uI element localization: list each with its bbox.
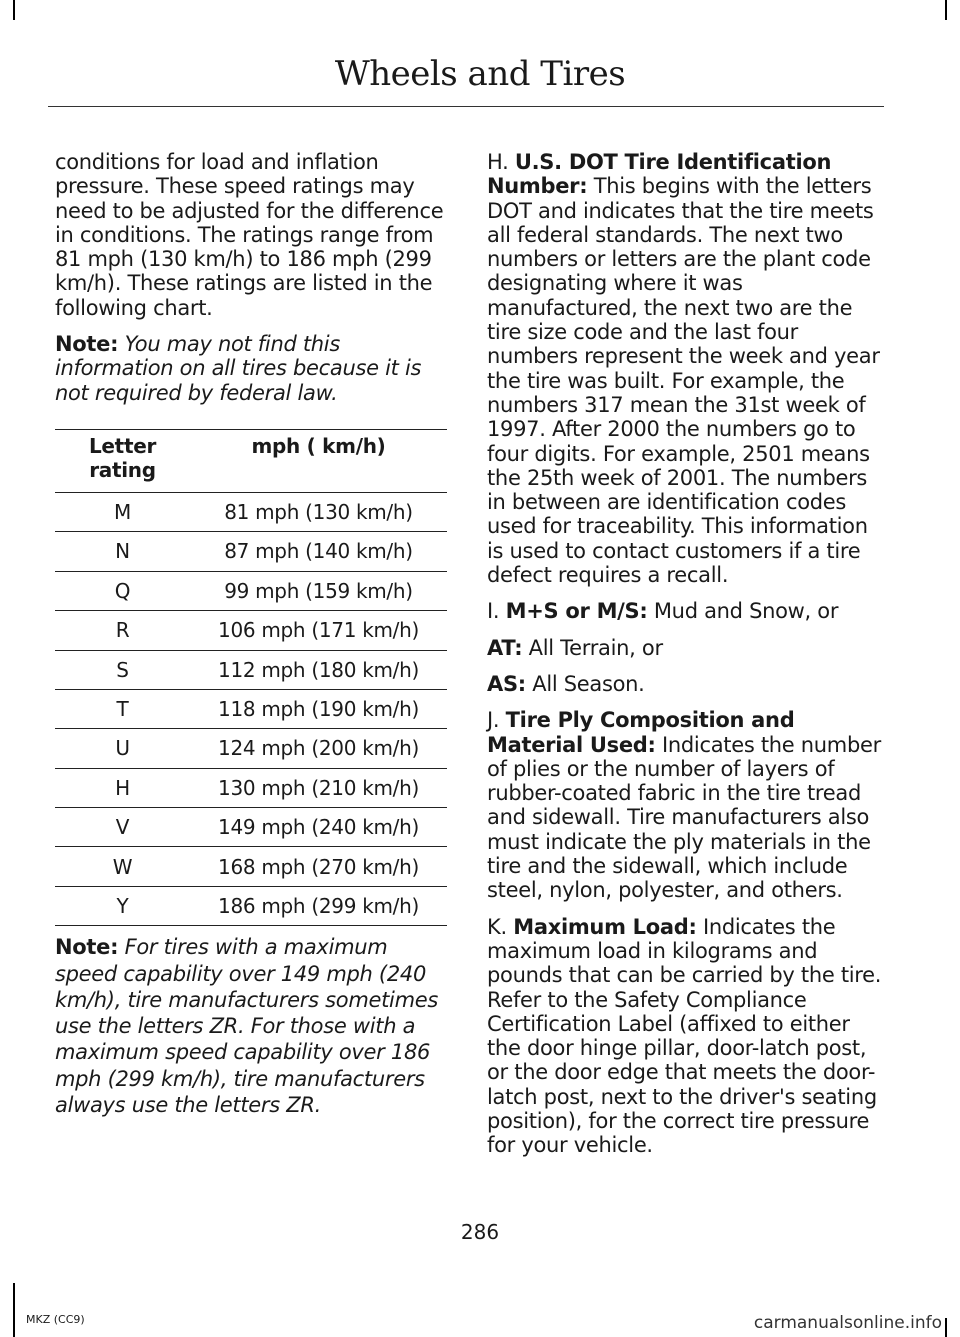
item-j-label: Tire Ply Composition and Material Used: xyxy=(487,708,795,757)
intro-paragraph: conditions for load and inflation pressure. These speed ratings may need to be adjusted for the difference in conditions. The ratings range from 81 mph (130 km/h) to 186 mph (299 km/h). These ratings are listed in the following chart. xyxy=(55,150,444,320)
letter-cell: U xyxy=(115,736,130,761)
letter-cell: S xyxy=(116,657,129,682)
table-row xyxy=(55,808,447,847)
speed-cell: 168 mph (270 km/h) xyxy=(218,854,419,879)
speed-cell: 118 mph (190 km/h) xyxy=(218,696,419,721)
speed-rating-table xyxy=(55,429,447,926)
item-i-label: M+S or M/S: xyxy=(505,599,648,624)
page-title: Wheels and Tires xyxy=(334,54,626,94)
speed-cell: 112 mph (180 km/h) xyxy=(218,657,419,682)
watermark: carmanualsonline.info xyxy=(753,1313,942,1333)
item-as-text: All Season. xyxy=(525,671,645,696)
header-divider xyxy=(48,106,884,107)
table-row xyxy=(55,847,447,886)
table-row xyxy=(55,886,447,925)
item-at xyxy=(487,636,883,660)
item-i-prefix: I. xyxy=(487,599,506,624)
header-letter-rating: Letter rating xyxy=(88,433,157,482)
item-as-label: AS: xyxy=(487,671,526,696)
table-row xyxy=(55,532,447,571)
model-code: MKZ (CC9) xyxy=(26,1313,85,1326)
item-h-text: This begins with the letters DOT and indicates that the tire meets all federal standards. The next two numbers or letters are the plant code designating where it was manufactured, the next two are the tire size code and the last four numbers represent the week and year the tire was built. For example, the numbers 317 mean the 31st week of 1997. After 2000 the numbers go to four digits. For example, 2501 means the 25th week of 2001. The numbers in between are identification codes used for traceability. This information is used to contact customers if a tire defect requires a recall. xyxy=(487,174,880,588)
note-2 xyxy=(55,934,447,1118)
table-row xyxy=(55,768,447,807)
crop-mark-top-right xyxy=(945,0,947,20)
page-number: 286 xyxy=(460,1220,500,1244)
letter-cell: H xyxy=(115,775,130,800)
item-k xyxy=(487,915,883,1158)
letter-cell: Y xyxy=(116,893,129,918)
item-i xyxy=(487,599,883,623)
item-at-label: AT: xyxy=(487,635,523,660)
table-row xyxy=(55,571,447,610)
item-i-text: Mud and Snow, or xyxy=(647,599,839,624)
letter-cell: N xyxy=(115,539,130,564)
speed-cell: 81 mph (130 km/h) xyxy=(224,500,413,525)
item-as xyxy=(487,672,883,696)
note-1-text: You may not find this information on all tires because it is not required by federal law. xyxy=(55,332,422,405)
crop-mark-bottom-right xyxy=(945,1318,947,1337)
item-k-prefix: K. xyxy=(487,914,514,939)
speed-cell: 130 mph (210 km/h) xyxy=(218,775,419,800)
crop-mark-top-left xyxy=(13,0,15,20)
letter-cell: T xyxy=(116,696,129,721)
item-j-prefix: J. xyxy=(487,708,506,733)
table-row xyxy=(55,611,447,650)
item-j xyxy=(487,708,883,902)
table-row xyxy=(55,729,447,768)
right-column xyxy=(487,150,883,1170)
speed-cell: 106 mph (171 km/h) xyxy=(218,618,419,643)
table-row xyxy=(55,650,447,689)
speed-cell: 87 mph (140 km/h) xyxy=(224,539,413,564)
item-k-text: Indicates the maximum load in kilograms and pounds that can be carried by the tire. Refer to the Safety Compliance Certification Label (affixed to either the door hinge pillar, door-latch post, or the door edge that meets the door-latch post, next to the driver's seating position), for the correct tire pressure for your vehicle. xyxy=(487,914,882,1158)
letter-cell: Q xyxy=(114,578,131,603)
item-h xyxy=(487,150,883,587)
table-row xyxy=(55,492,447,531)
table-row xyxy=(55,689,447,728)
note-1-label: Note: xyxy=(55,332,119,357)
letter-cell: R xyxy=(115,618,130,643)
item-h-label: U.S. DOT Tire Identification Number: xyxy=(487,150,832,199)
letter-cell: M xyxy=(114,500,131,525)
left-column xyxy=(55,150,447,1130)
item-at-text: All Terrain, or xyxy=(522,635,663,660)
note-2-label: Note: xyxy=(55,935,119,960)
header-speed: mph ( km/h) xyxy=(251,433,386,458)
crop-mark-bottom-left xyxy=(13,1283,15,1337)
letter-cell: V xyxy=(115,815,130,840)
speed-cell: 99 mph (159 km/h) xyxy=(224,578,413,603)
speed-cell: 186 mph (299 km/h) xyxy=(218,893,419,918)
note-2-text: For tires with a maximum speed capability over 149 mph (240 km/h), tire manufacturers sometimes use the letters ZR. For those with a maximum speed capability over 186 mph (299 km/h), tire manufacturers always use the letters ZR. xyxy=(55,935,438,1118)
letter-cell: W xyxy=(112,854,133,879)
speed-cell: 124 mph (200 km/h) xyxy=(218,736,419,761)
speed-cell: 149 mph (240 km/h) xyxy=(218,815,419,840)
note-1 xyxy=(55,332,447,405)
item-h-prefix: H. xyxy=(487,150,515,174)
item-j-text: Indicates the number of plies or the number of layers of rubber-coated fabric in the tire tread and sidewall. Tire manufacturers also must indicate the ply materials in the tire and the sidewall, which include steel, nylon, polyester, and others. xyxy=(487,732,881,903)
item-k-label: Maximum Load: xyxy=(513,914,697,939)
